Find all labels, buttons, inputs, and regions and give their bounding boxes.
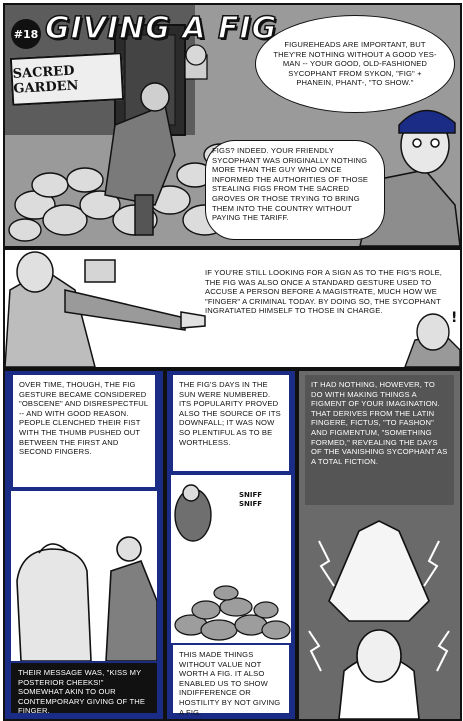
panel-3-caption-top: OVER TIME, THOUGH, THE FIG GESTURE BECAME CONSIDERED "OBSCENE" AND DISRESPECTFUL -- AND WITH GOOD REASON. PEOPLE CLENCHED THEIR FIST WITH THE THUMB PUSHED OUT BETWEEN THE FIRST AND SECOND FINGERS. — [19, 380, 148, 457]
panel-5 — [297, 369, 462, 721]
panel-4-caption-top: THE FIG'S DAYS IN THE SUN WERE NUMBERED. ITS POPULARITY PROVED ALSO THE SOURCE OF ITS DOWNFALL; IT WAS NOW SO PLENTIFUL AS TO BE WORTHLESS. — [179, 380, 281, 447]
panel-3-caption-box — [13, 375, 155, 487]
speech-bubble-2-text: FIGS? INDEED. YOUR FRIENDLY SYCOPHANT WAS ORIGINALLY NOTHING MORE THAN THE GUY WHO ONCE INFORMED THE AUTHORITIES OF THOSE STEALING FIGS FROM THE SACRED GROVES OR THOSE TRYING TO BRING THEM INTO THE COUNTRY WITHOUT PAYING THE TARIFF. — [212, 146, 369, 223]
issue-number-badge: #18 — [11, 19, 41, 49]
page-title: GIVING A FIG — [45, 11, 278, 46]
panel-4-caption-bottom: THIS MADE THINGS WITHOUT VALUE NOT WORTH A FIG. IT ALSO ENABLED US TO SHOW INDIFFERENCE OR HOSTILITY BY NOT GIVING A FIG. — [179, 650, 281, 717]
sacred-garden-sign: SACRED GARDEN — [10, 52, 124, 106]
speech-bubble-2 — [205, 140, 385, 240]
speech-bubble-1-text: FIGUREHEADS ARE IMPORTANT, BUT THEY'RE NOTHING WITHOUT A GOOD YES-MAN -- YOUR GOOD, OLD-FASHIONED SYCOPHANT FROM SYKON, "FIG" + PHANEIN, PHANT-, "TO SHOW." — [273, 40, 437, 88]
panel-3-caption-bottom: THEIR MESSAGE WAS, "KISS MY POSTERIOR CHEEKS!" SOMEWHAT AKIN TO OUR CONTEMPORARY GIVING OF THE FINGER. — [18, 668, 146, 716]
sniff-sound-effect: SNIFF SNIFF — [239, 491, 263, 508]
panel-4-caption-bottom-box — [173, 645, 289, 717]
panel-2-caption: IF YOU'RE STILL LOOKING FOR A SIGN AS TO THE FIG'S ROLE, THE FIG WAS ALSO ONCE A STANDARD GESTURE USED TO ACCUSE A PERSON BEFORE A MAGISTRATE, MUCH HOW WE "FINGER" A CRIMINAL TODAY. BY DOING SO, THE SYCOPHANT INGRATIATED HIMSELF TO THOSE IN CHARGE. — [205, 268, 443, 316]
panel-3 — [3, 369, 165, 721]
panel-4 — [165, 369, 297, 721]
panel-5-caption: IT HAD NOTHING, HOWEVER, TO DO WITH MAKING THINGS A FIGMENT OF YOUR IMAGINATION. THAT DERIVES FROM THE LATIN FINGERE, FICTUS, "TO FASHON" AND FIGMENTUM, "SOMETHING FORMED," REVEALING THE DAYS OF THE VANISHING SYCOPHANT AS A TOTAL FICTION. — [311, 380, 448, 466]
exclamation-mark: ! — [451, 310, 458, 326]
panel-2 — [3, 248, 462, 369]
panel-5-caption-box — [305, 375, 454, 505]
panel-3-art — [11, 491, 157, 661]
speech-bubble-1 — [255, 15, 455, 113]
panel-4-caption-box — [173, 375, 289, 471]
panel-3-caption-bottom-box — [11, 663, 157, 716]
panel-1 — [3, 3, 462, 248]
